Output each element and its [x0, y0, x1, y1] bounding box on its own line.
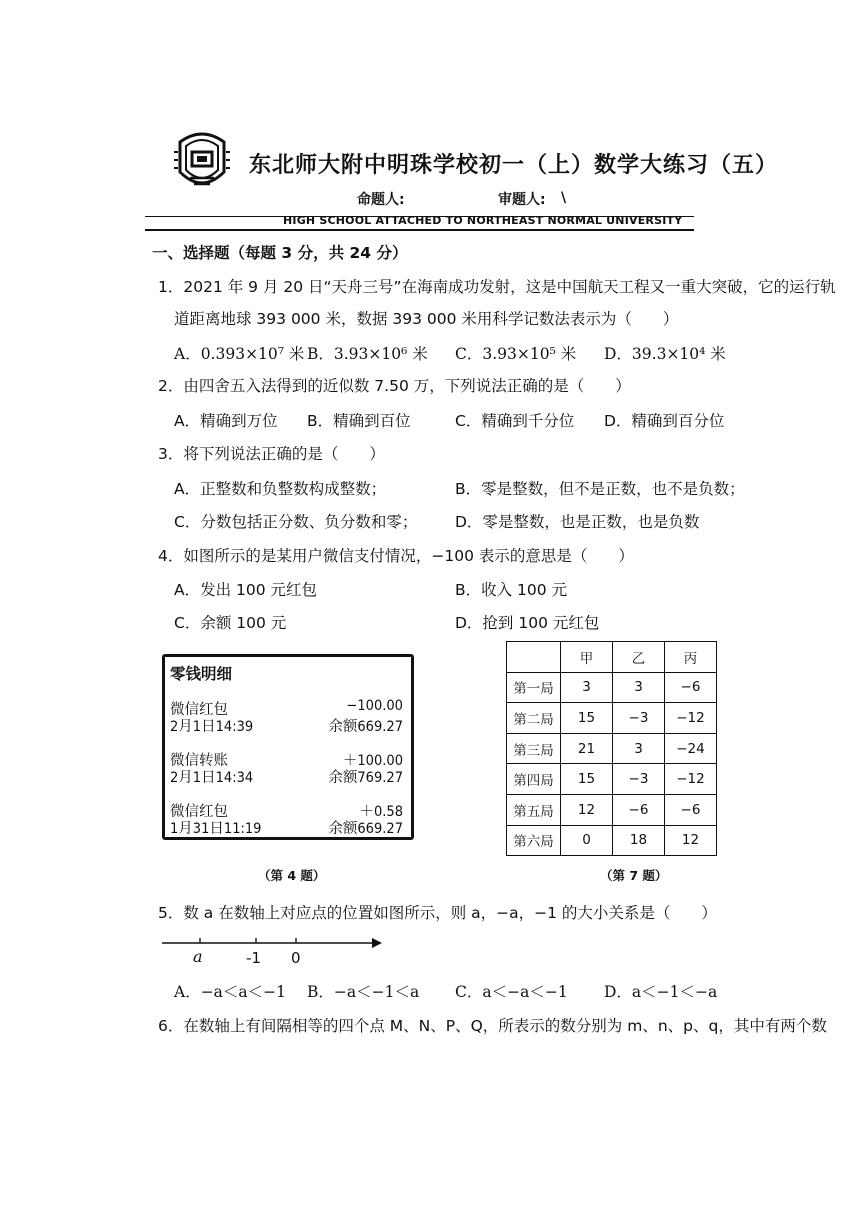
table-cell: 第三局 [507, 733, 561, 764]
wallet-details-figure [162, 654, 414, 840]
table-cell: 0 [561, 825, 613, 856]
question-6-text: 6．在数轴上有间隔相等的四个点 M、N、P、Q，所表示的数分别为 m、n、p、q，其中有两个数 [158, 1017, 827, 1035]
table-cell: −24 [665, 733, 717, 764]
question-2-text: 2．由四舍五入法得到的近似数 7.50 万，下列说法正确的是（ ） [158, 377, 631, 395]
question-3-text: 3．将下列说法正确的是（ ） [158, 445, 385, 463]
table-cell: −6 [665, 794, 717, 825]
table-cell: −3 [613, 703, 665, 734]
table-cell: 21 [561, 733, 613, 764]
score-table [506, 641, 717, 856]
table-header-cell: 甲 [561, 642, 613, 673]
table-cell: 第四局 [507, 764, 561, 795]
table-cell: −6 [613, 794, 665, 825]
table-cell: 3 [613, 672, 665, 703]
axis-label-minus-1: -1 [246, 949, 261, 967]
axis-label-a: a [193, 947, 203, 966]
table-cell: −6 [665, 672, 717, 703]
q3-option-d: D．零是整数，也是正数，也是负数 [455, 513, 700, 531]
wallet-entry-2-amount: ＋100.00 [342, 753, 403, 769]
table-row [507, 794, 717, 825]
question-1-text-cont: 道距离地球 393 000 米，数据 393 000 米用科学记数法表示为（ ） [174, 310, 679, 328]
wallet-title: 零钱明细 [170, 665, 233, 683]
table-row [507, 703, 717, 734]
table-cell: 第二局 [507, 703, 561, 734]
q3-option-a: A．正整数和负整数构成整数； [174, 480, 387, 498]
wallet-entry-2-balance: 余额769.27 [328, 770, 403, 786]
q4-option-a: A．发出 100 元红包 [174, 581, 318, 599]
table-row [507, 733, 717, 764]
table-cell: 3 [561, 672, 613, 703]
q1-option-a: A．0.393×10⁷ 米 [174, 345, 305, 363]
section-heading: 一、选择题（每题 3 分，共 24 分） [152, 244, 408, 262]
exam-title: 东北师大附中明珠学校初一（上）数学大练习（五） [249, 153, 779, 178]
table-cell: −12 [665, 764, 717, 795]
table-row [507, 764, 717, 795]
figure-7-caption: （第 7 题） [600, 868, 668, 883]
wallet-entry-1-amount: −100.00 [346, 698, 403, 714]
wallet-entry-1-name: 微信红包 [170, 702, 228, 718]
q1-option-c: C．3.93×10⁵ 米 [455, 345, 577, 363]
table-cell: 第六局 [507, 825, 561, 856]
q2-option-c: C．精确到千分位 [455, 412, 575, 430]
wallet-entry-3-balance: 余额669.27 [328, 821, 403, 837]
table-row [507, 825, 717, 856]
wallet-entry-3-time: 1月31日11:19 [170, 821, 262, 837]
wallet-entry-2-name: 微信转账 [170, 753, 228, 769]
question-4-text: 4．如图所示的是某用户微信支付情况，−100 表示的意思是（ ） [158, 547, 634, 565]
table-cell: 第五局 [507, 794, 561, 825]
q4-option-c: C．余额 100 元 [174, 614, 287, 632]
q4-option-d: D．抢到 100 元红包 [455, 614, 600, 632]
q5-option-a: A．−a＜a＜−1 [174, 983, 287, 1001]
table-cell: 12 [665, 825, 717, 856]
wallet-entry-3-name: 微信红包 [170, 804, 228, 820]
q5-option-c: C．a＜−a＜−1 [455, 983, 568, 1001]
q2-option-d: D．精确到百分位 [604, 412, 725, 430]
table-header-cell: 丙 [665, 642, 717, 673]
wallet-entry-2-time: 2月1日14:34 [170, 770, 254, 786]
table-cell: 15 [561, 703, 613, 734]
q4-option-b: B．收入 100 元 [455, 581, 568, 599]
table-cell: 15 [561, 764, 613, 795]
table-cell: 12 [561, 794, 613, 825]
q1-option-d: D．39.3×10⁴ 米 [604, 345, 726, 363]
reviewer-mark: \ [561, 190, 567, 206]
q2-option-b: B．精确到百位 [307, 412, 411, 430]
question-5-text: 5．数 a 在数轴上对应点的位置如图所示，则 a，−a，−1 的大小关系是（ ） [158, 904, 717, 922]
header-rule-bottom [145, 229, 694, 231]
reviewer-label: 审题人: [498, 192, 546, 208]
wallet-entry-3-amount: ＋0.58 [359, 804, 403, 820]
q1-option-b: B．3.93×10⁶ 米 [307, 345, 428, 363]
table-header-cell: 乙 [613, 642, 665, 673]
q3-option-b: B．零是整数，但不是正数，也不是负数； [455, 480, 745, 498]
q5-option-b: B．−a＜−1＜a [307, 983, 420, 1001]
wallet-entry-1-balance: 余额669.27 [328, 719, 403, 735]
table-row [507, 672, 717, 703]
table-header-cell [507, 642, 561, 673]
table-cell: 18 [613, 825, 665, 856]
figure-4-caption: （第 4 题） [258, 868, 326, 883]
q5-option-d: D．a＜−1＜−a [604, 983, 718, 1001]
question-1-text: 1．2021 年 9 月 20 日“天舟三号”在海南成功发射，这是中国航天工程又一重大突破，它的运行轨 [158, 278, 836, 296]
proposer-label: 命题人: [357, 192, 405, 208]
q2-option-a: A．精确到万位 [174, 412, 278, 430]
q3-option-c: C．分数包括正分数、负分数和零； [174, 513, 418, 531]
wallet-entry-1-time: 2月1日14:39 [170, 719, 254, 735]
table-cell: 第一局 [507, 672, 561, 703]
table-header-row [507, 642, 717, 673]
axis-label-0: 0 [291, 949, 301, 967]
table-cell: −12 [665, 703, 717, 734]
school-logo [172, 128, 232, 190]
table-cell: −3 [613, 764, 665, 795]
table-cell: 3 [613, 733, 665, 764]
school-name-english: HIGH SCHOOL ATTACHED TO NORTHEAST NORMAL UNIVERSITY [283, 214, 683, 227]
number-line-arrow [372, 938, 382, 948]
